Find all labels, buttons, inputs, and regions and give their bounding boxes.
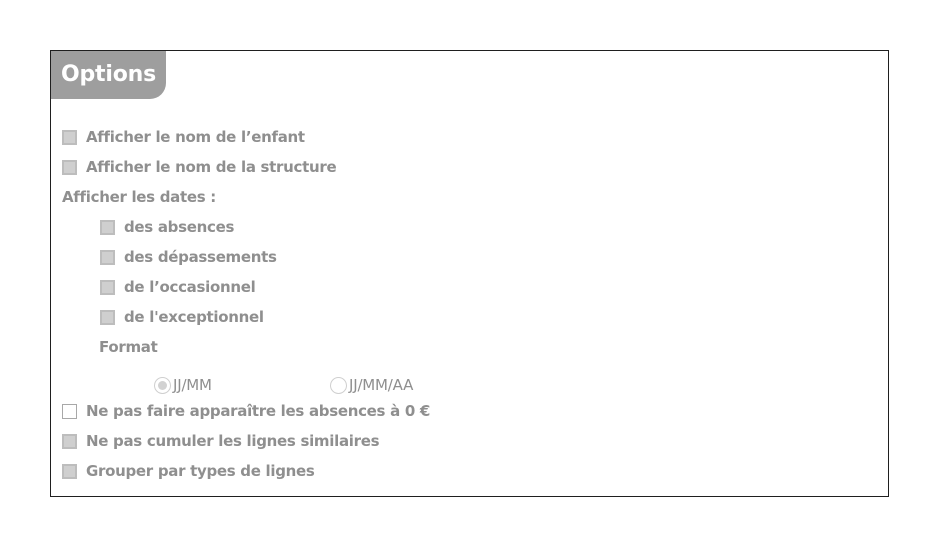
hide-zero-absences-checkbox[interactable] <box>62 404 77 419</box>
dates-absences-label: des absences <box>124 218 235 236</box>
show-structure-name-checkbox[interactable] <box>62 160 77 175</box>
dates-heading-row <box>62 186 216 208</box>
dates-exceptional-label: de l'exceptionnel <box>124 308 264 326</box>
option-dates-overruns[interactable] <box>100 246 277 268</box>
option-dates-occasional[interactable] <box>100 276 255 298</box>
format-dd-mm-yy-radio[interactable] <box>330 377 347 394</box>
option-group-by-type[interactable] <box>62 460 315 482</box>
option-dates-exceptional[interactable] <box>100 306 264 328</box>
group-by-type-label: Grouper par types de lignes <box>86 462 315 480</box>
option-hide-zero-absences[interactable] <box>62 400 430 422</box>
show-child-name-label: Afficher le nom de l’enfant <box>86 128 305 146</box>
format-dd-mm-label: JJ/MM <box>173 376 212 394</box>
option-show-child-name[interactable] <box>62 126 305 148</box>
dates-overruns-checkbox[interactable] <box>100 250 115 265</box>
dates-occasional-label: de l’occasionnel <box>124 278 256 296</box>
dates-exceptional-checkbox[interactable] <box>100 310 115 325</box>
options-panel <box>50 50 889 497</box>
format-option-dd-mm[interactable] <box>154 374 212 396</box>
dates-heading: Afficher les dates : <box>62 188 216 206</box>
hide-zero-absences-label: Ne pas faire apparaître les absences à 0 € <box>86 402 431 420</box>
option-show-structure-name[interactable] <box>62 156 336 178</box>
no-merge-similar-checkbox[interactable] <box>62 434 77 449</box>
option-no-merge-similar[interactable] <box>62 430 379 452</box>
dates-occasional-checkbox[interactable] <box>100 280 115 295</box>
dates-overruns-label: des dépassements <box>124 248 277 266</box>
no-merge-similar-label: Ne pas cumuler les lignes similaires <box>86 432 380 450</box>
format-dd-mm-radio[interactable] <box>154 377 171 394</box>
format-dd-mm-yy-label: JJ/MM/AA <box>349 376 414 394</box>
group-by-type-checkbox[interactable] <box>62 464 77 479</box>
options-panel-title: Options <box>51 51 166 99</box>
option-dates-absences[interactable] <box>100 216 234 238</box>
show-structure-name-label: Afficher le nom de la structure <box>86 158 337 176</box>
format-option-dd-mm-yy[interactable] <box>330 374 413 396</box>
format-heading-row <box>99 336 157 358</box>
format-label: Format <box>99 338 158 356</box>
dates-absences-checkbox[interactable] <box>100 220 115 235</box>
show-child-name-checkbox[interactable] <box>62 130 77 145</box>
